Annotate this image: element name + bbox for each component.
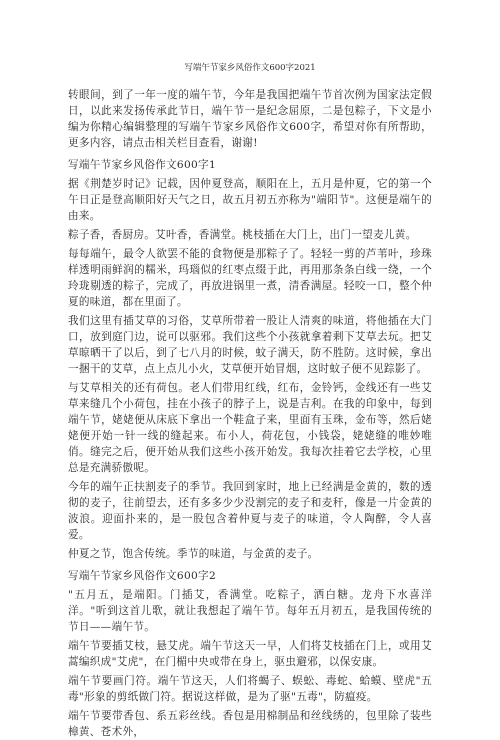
paragraph: 每每端午，最令人欲罢不能的食物便是那粽子了。轻轻一剪的芦苇叶，珍珠样透明雨鲜润的糯米，玛瑙似的红枣点缀于此，再用那条条白线一绕，一个玲珑剔透的粽子，完成了，再放进锅里一煮，清香满屋。轻咬一口，整个仲夏的味道，都在里面了。 — [68, 248, 432, 308]
paragraph: 端午节要带香包、系五彩丝线。香包是用棉制品和丝线绣的，包里除了装些樟黄、苍术外， — [68, 710, 432, 738]
section-1 — [68, 157, 432, 562]
section-heading: 写端午节家乡风俗作文600字1 — [68, 159, 216, 171]
paragraph: 端午节要画门符。端午节这天，人们将蝎子、蜈蚣、毒蛇、蛤蟆、壁虎"五毒"形象的剪纸做门符。据说这样做，是为了驱"五毒"，防瘟疫。 — [68, 675, 432, 703]
paragraph: 粽子香，香厨房。艾叶香，香满堂。桃枝插在大门上，出门一望麦儿黄。 — [68, 229, 417, 241]
paragraph: 端午节要插艾枝，悬艾虎。端午节这天一早，人们将艾枝插在门上，或用艾蒿编织成"艾虎"，在门楣中央或带在身上，驱虫避邪，以保安康。 — [68, 640, 432, 668]
article-page — [68, 0, 432, 738]
paragraph: 我们这里有插艾草的习俗，艾草所带着一股让人清爽的味道，将他插在大门口，放到庭门边，说可以驱邪。我们这些个小孩就拿着剩下艾草去玩。把艾草晾晒干了以后，到了七八月的时候，蚊子满天，防不胜防。这时候，拿出一捆干的艾草，点上点儿小火，艾草便开始冒烟，这时蚊子便不见踪影了。 — [68, 315, 432, 375]
intro-paragraph: 转眼间，到了一年一度的端午节，今年是我国把端午节首次例为国家法定假日，以此来发扬传承此节日，端午节一是纪念屈原，二是包粽子，下文是小编为你精心编辑整理的写端午节家乡风俗作文600字，希望对你有所帮助，更多内容，请点击相关栏目查看，谢谢! — [68, 89, 432, 149]
article-title: 写端午节家乡风俗作文600字2021 — [184, 63, 316, 73]
paragraph: 据《荆楚岁时记》记载，因仲夏登高，顺阳在上，五月是仲夏，它的第一个午日正是登高顺阳好天气之日，故五月初五亦称为"端阳节"。这便是端午的由来。 — [68, 178, 432, 222]
paragraph: "五月五，是端阳。门插艾，香满堂。吃粽子，洒白糖。龙舟下水喜洋洋。"听到这首儿歌，就让我想起了端午节。每年五月初五，是我国传统的节日——端午节。 — [68, 589, 432, 633]
paragraph: 仲夏之节，饱含传统。季节的味道，与金黄的麦子。 — [68, 548, 319, 560]
intro-section — [68, 87, 432, 151]
section-2 — [68, 568, 432, 740]
paragraph: 今年的端午正扶割麦子的季节。我回到家时，地上已经满是金黄的，数的透彻的麦子，往前望去，还有多多少少没割完的麦子和麦秆，像是一片金黄的波浪。迎面扑来的，是一股包含着仲夏与麦子的味道，令人陶醉，令人喜爱。 — [68, 481, 432, 541]
section-heading: 写端午节家乡风俗作文600字2 — [68, 570, 216, 582]
paragraph: 与艾草相关的还有荷包。老人们带用红线，红布，金铃钙，金线还有一些艾草来缝几个小荷包，挂在小孩子的脖子上，说是吉利。在我的印象中，每到端午节，姥姥便从床底下拿出一个鞋盒子来，里面有玉珠，金布等，然后姥姥便开始一针一线的缝起来。布小人，荷花包，小钱袋，姥姥缝的唯妙唯俏。缝完之后，便开始从我们这些小孩开始发。我每次挂着它去学校，心里总是充满骄傲呢。 — [68, 382, 432, 474]
